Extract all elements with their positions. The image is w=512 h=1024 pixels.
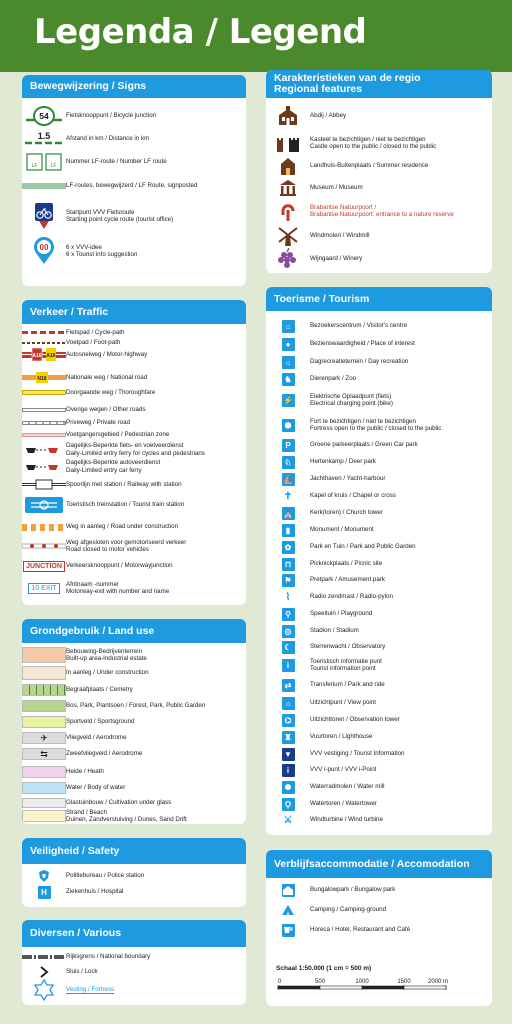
legend-row — [22, 179, 246, 193]
legend-row — [22, 237, 246, 265]
svg-text:N16: N16 — [37, 376, 47, 382]
legend-label: VVV vestiging / Tourist Information — [310, 750, 405, 758]
info-icon: i — [282, 659, 295, 672]
legend-label: Bos, Park, Plantsoen / Forest, Park, Public Garden — [66, 702, 206, 710]
land-use-swatch: ⇆ — [22, 748, 66, 760]
legend-row — [266, 471, 492, 487]
legend-row — [266, 539, 492, 555]
legend-row — [266, 354, 492, 370]
legend-row — [22, 105, 246, 127]
legend-row — [266, 808, 492, 832]
svg-text:LF: LF — [31, 163, 38, 169]
land-use-swatch — [22, 666, 66, 680]
legend-label: Glastuinbouw / Cultivation under glass — [66, 799, 172, 807]
observatory-icon: ☾ — [282, 641, 295, 654]
hospital-icon: H — [38, 886, 51, 899]
legend-row — [22, 129, 246, 149]
legend-label: Doorgaande weg / Thoroughfare — [66, 388, 156, 396]
nature-gateway-icon — [280, 201, 296, 221]
panel-title: Toerisme / Tourism — [266, 287, 492, 311]
page-title: Legenda / Legend — [34, 12, 367, 52]
picnic-icon: ⊓ — [282, 558, 295, 571]
legend-row — [266, 922, 492, 938]
legend-label: Sluis / Lock — [66, 967, 98, 975]
legend-row — [22, 347, 246, 362]
svg-text:A16: A16 — [46, 353, 56, 359]
svg-text:LF: LF — [50, 163, 57, 169]
deer-icon: ♘ — [282, 456, 295, 469]
legend-label: Nationale weg / National road — [66, 373, 148, 381]
monument-icon: ▮ — [282, 524, 295, 537]
legend-row — [22, 478, 246, 491]
legend-row — [22, 536, 246, 556]
legend-label: Park en Tuin / Park and Public Garden — [310, 543, 416, 551]
legend-row — [22, 950, 246, 963]
panel-tourism — [266, 287, 492, 835]
legend-row — [266, 454, 492, 470]
badge: 1.5 — [37, 131, 51, 141]
panel-title: Diversen / Various — [22, 920, 246, 947]
parking-icon: P — [282, 439, 295, 452]
legend-label: Watertoren / Watertower — [310, 800, 377, 808]
legend-row — [22, 665, 246, 681]
legend-row — [22, 797, 246, 809]
legend-row — [266, 132, 492, 154]
fortress-icon — [33, 979, 55, 1001]
railway-icon — [22, 478, 66, 491]
legend-row — [266, 522, 492, 538]
legend-label: Waterradmolen / Water mill — [310, 783, 385, 791]
park-icon: ✿ — [282, 541, 295, 554]
legend-row — [266, 199, 492, 223]
legend-label: In aanleg / Under construction — [66, 669, 149, 677]
legend-label: Politiebureau / Police station — [66, 872, 145, 880]
legend-row — [266, 556, 492, 572]
legend-label: Windturbine / Wind turbine — [310, 816, 383, 824]
scale-label: Schaal 1:50.000 (1 cm = 500 m) — [276, 965, 372, 972]
legend-label: Strand / Beach Duinen, Zandverstuiving / Dunes, Sand Drift — [66, 808, 187, 823]
legend-label: Overige wegen / Other roads — [66, 405, 146, 413]
lf-route-line — [22, 183, 66, 189]
land-use-swatch — [22, 684, 66, 696]
legend-row — [266, 729, 492, 745]
legend-label: Heide / Heath — [66, 768, 104, 776]
legend-label: Verkeersknooppunt / Motorwayjunction — [66, 562, 173, 570]
legend-row — [22, 441, 246, 458]
vvv-icon: ▼ — [282, 748, 295, 761]
legend-row — [22, 715, 246, 729]
legend-label: Spoorlijn met station / Railway with station — [66, 480, 182, 488]
panel-various — [22, 920, 246, 1005]
legend-label: Vuurtoren / Lighthouse — [310, 733, 373, 741]
legend-row — [266, 248, 492, 270]
legend-row — [22, 809, 246, 823]
legend-row — [266, 178, 492, 198]
legend-row — [22, 387, 246, 398]
legend-row — [266, 902, 492, 918]
panel-traffic — [22, 300, 246, 605]
vvv-ipoint-icon: i — [282, 764, 295, 777]
legend-row — [22, 869, 246, 883]
legend-label: Kasteel te bezichtigen / niet te bezichtigen Castle open to the public / closed to the public — [310, 135, 437, 150]
cross-icon: ✝ — [283, 490, 293, 502]
panel-title: Bewegwijzering / Signs — [22, 75, 246, 98]
legend-label: Vliegveld / Aerodrome — [66, 734, 127, 742]
legend-row — [22, 965, 246, 978]
legend-row — [266, 779, 492, 795]
panel-regional — [266, 70, 492, 273]
road-closed-icon — [22, 541, 66, 551]
stadium-icon: ◎ — [282, 625, 295, 638]
visitor-centre-icon: ⌂ — [282, 320, 295, 333]
scale-tick-label: 500 — [314, 979, 326, 985]
legend-row — [22, 417, 246, 428]
legend-label: Windmolen / Windmill — [310, 232, 370, 240]
zoo-icon: ♞ — [282, 373, 295, 386]
legend-label: Stadion / Stadium — [310, 627, 359, 635]
legend-row — [22, 328, 246, 337]
legend-label: Toeristisch treinstation / Tourist train station — [66, 501, 185, 509]
distance-icon — [25, 130, 63, 148]
police-icon — [38, 870, 51, 883]
wind-turbine-icon: ⚔ — [283, 814, 293, 826]
legend-row — [266, 606, 492, 622]
legend-label: Fietsknooppunt / Bicycle junction — [66, 112, 157, 120]
legend-label: Dagelijks-Beperkte autoveerdienst Daily-Limited entry car ferry — [66, 459, 161, 474]
legend-label: Startpunt VVV Fietsroute Starting point cycle route (tourist office) — [66, 208, 174, 223]
panel-title: Veiligheid / Safety — [22, 838, 246, 864]
legend-label: Fort te bezichtigen / niet te bezichtigen Fortress open to the public / closed to the public — [310, 417, 442, 432]
land-use-swatch — [22, 782, 66, 794]
castle-icon — [276, 134, 300, 152]
land-use-swatch — [22, 700, 66, 712]
legend-row — [22, 979, 246, 1001]
land-use-swatch — [22, 810, 66, 822]
legend-label: Voetpad / Foot-path — [66, 338, 121, 346]
legend-row — [22, 646, 246, 664]
legend-label: Weg afgesloten voor gemotoriseerd verkeer Road closed to motor vehicles — [66, 538, 187, 553]
private-road-line — [22, 421, 66, 425]
legend-label: Horeca / Hotel, Restaurant and Café — [310, 926, 411, 934]
watertower-icon: Ϙ — [282, 798, 295, 811]
legend-label: Sterrenwacht / Observatory — [310, 643, 386, 651]
legend-row — [266, 437, 492, 453]
legend-label: Fietspad / Cycle-path — [66, 328, 125, 336]
scale-bar — [276, 974, 456, 994]
park-ride-icon: ⇄ — [282, 679, 295, 692]
svg-text:A16: A16 — [32, 353, 42, 359]
land-use-swatch — [22, 716, 66, 728]
legend-label: Museum / Museum — [310, 184, 363, 192]
legend-row — [22, 765, 246, 779]
bicycle-start-icon — [34, 202, 54, 230]
legend-row — [22, 338, 246, 347]
fortress-icon: ⬢ — [282, 419, 295, 432]
vvv-idea-icon — [33, 237, 55, 265]
legend-row — [266, 677, 492, 693]
bungalow-icon — [282, 884, 295, 897]
legend-row — [22, 153, 246, 171]
lock-icon — [38, 966, 50, 978]
tourist-train-icon — [25, 497, 63, 513]
summer-residence-icon — [280, 157, 296, 175]
church-icon: ⛪ — [283, 508, 293, 518]
legend-row — [266, 695, 492, 711]
abbey-icon — [277, 106, 299, 126]
legend-label: Ziekenhuis / Hospital — [66, 888, 124, 896]
legend-label: Zweefvliegveld / Aerodrome — [66, 750, 143, 758]
legend-label: Voetgangersgebied / Pedestrian zone — [66, 430, 170, 438]
lf-route-icon — [25, 153, 63, 171]
legend-row — [266, 762, 492, 778]
windmill-icon — [277, 226, 299, 246]
legend-row — [266, 415, 492, 435]
panel-title: Verblijfsaccommodatie / Accomodation — [266, 850, 492, 878]
exit-badge: 10 EXIT — [28, 583, 59, 594]
panel-safety — [22, 838, 246, 907]
legend-label: Toeristisch informatie punt Tourist information point — [310, 657, 382, 672]
legend-label: Hertenkamp / Deer park — [310, 458, 377, 466]
foot-path-line — [22, 342, 66, 344]
panel-title: Grondgebruik / Land use — [22, 619, 246, 643]
legend-label: Vesting / Fortress — [66, 985, 115, 993]
national-boundary-line — [22, 955, 66, 959]
legend-label: Bezoekerscentrum / Visitor's centre — [310, 322, 408, 330]
legend-label: Uitzichttoren / Observation tower — [310, 716, 400, 724]
yacht-icon: ⛵ — [283, 474, 293, 484]
scale-tick-label: 0 — [278, 979, 282, 985]
land-use-swatch — [22, 798, 66, 808]
legend-row — [22, 520, 246, 534]
amusement-icon: ⚑ — [282, 574, 295, 587]
legend-row — [266, 156, 492, 176]
car-ferry-icon — [22, 461, 66, 473]
grapes-icon — [278, 248, 298, 270]
panel-accommodation — [266, 850, 492, 1006]
legend-row — [266, 882, 492, 898]
legend-label: Bebouwing-Bedrijventerrein Built-up area-Industrial estate — [66, 647, 147, 662]
badge: 54 — [39, 111, 49, 121]
legend-row — [266, 488, 492, 504]
legend-label: Groene parkeerplaats / Green Car park — [310, 441, 418, 449]
legend-row — [22, 559, 246, 573]
badge: 00 — [39, 243, 49, 252]
land-use-swatch — [22, 647, 66, 663]
legend-row — [266, 746, 492, 762]
header — [0, 0, 512, 72]
legend-label: VVV i-punt / VVV i-Point — [310, 766, 377, 774]
coffee-cup-icon — [282, 924, 295, 937]
legend-label: Afritnaam -nummer Motorway-exit with number and name — [66, 580, 170, 595]
legend-row — [22, 683, 246, 697]
land-use-swatch — [22, 766, 66, 778]
legend-label: Elektrische Oplaadpunt (fiets) Electrical charging point (bike) — [310, 392, 393, 407]
museum-icon — [279, 180, 297, 196]
legend-row — [22, 496, 246, 514]
legend-label: Wijngaard / Winery — [310, 255, 363, 263]
legend-label: Dagelijks-Beperkte fiets- en voetveerdienst Daily-Limited entry ferry for cycles and pedestrians — [66, 442, 205, 457]
legend-label: Afstand in km / Distance in km — [66, 135, 150, 143]
legend-row — [266, 623, 492, 639]
place-of-interest-icon: ● — [282, 338, 295, 351]
legend-label: Nummer LF-route / Number LF route — [66, 158, 167, 166]
legend-label: Sportveld / Sportsground — [66, 718, 135, 726]
legend-label: Kerk(toren) / Church tower — [310, 509, 383, 517]
legend-label: Autosnelweg / Motor-highway — [66, 350, 148, 358]
legend-row — [22, 781, 246, 795]
legend-row — [266, 505, 492, 521]
legend-row — [22, 202, 246, 230]
legend-row — [266, 639, 492, 655]
legend-label: Dagrecreatieterrein / Day recreation — [310, 358, 409, 366]
legend-label: Picknickplaats / Picnic site — [310, 560, 383, 568]
legend-row — [266, 388, 492, 412]
legend-row — [266, 712, 492, 728]
cycle-ferry-icon — [22, 444, 66, 456]
legend-label: Pretpark / Amusement park — [310, 576, 385, 584]
radio-pylon-icon: ⌇ — [285, 591, 291, 603]
legend-label: Dierenpark / Zoo — [310, 375, 357, 383]
playground-icon: ⚲ — [282, 608, 295, 621]
scale-tick-label: 1000 — [355, 979, 369, 985]
legend-row — [22, 885, 246, 899]
thoroughfare-line — [22, 390, 66, 395]
legend-label: Radio zendmast / Radio-pylon — [310, 593, 393, 601]
legend-row — [22, 731, 246, 745]
legend-label: Abdij / Abbey — [310, 112, 347, 120]
bicycle-junction-icon — [26, 105, 62, 127]
legend-label: Begraafplaats / Cemetry — [66, 686, 133, 694]
junction-badge: JUNCTION — [23, 561, 65, 572]
cycle-path-line — [22, 331, 66, 334]
motor-highway-icon — [22, 347, 66, 362]
legend-label: Uitzichtpunt / View point — [310, 699, 376, 707]
legend-row — [266, 225, 492, 247]
pedestrian-zone-line — [22, 433, 66, 437]
legend-row — [22, 458, 246, 475]
legend-row — [22, 578, 246, 598]
legend-label: Jachthaven / Yacht-harbour — [310, 475, 386, 483]
legend-row — [22, 699, 246, 713]
legend-label: Camping / Camping-ground — [310, 906, 387, 914]
legend-label: Speeltuin / Playground — [310, 610, 373, 618]
panel-title: Verkeer / Traffic — [22, 300, 246, 324]
legend-label: Transferium / Park and ride — [310, 681, 385, 689]
legend-label: Brabantse Natuurpoort / Brabantse Natuurpoort: entrance to a nature reserve — [310, 203, 454, 218]
legend-label: LF-routes, bewegwijzerd / LF Route, signposted — [66, 182, 198, 190]
legend-row — [266, 102, 492, 130]
legend-row — [266, 371, 492, 387]
legend-row — [22, 429, 246, 440]
legend-row — [22, 747, 246, 761]
legend-label: 6 x VVV-idee 6 x Tourist info suggestion — [66, 243, 138, 258]
legend-label: Priveweg / Private road — [66, 418, 130, 426]
water-mill-icon: ✺ — [282, 781, 295, 794]
panel-landuse — [22, 619, 246, 824]
road-construction-line — [22, 524, 66, 531]
other-roads-line — [22, 408, 66, 412]
legend-row — [266, 572, 492, 588]
panel-signs — [22, 75, 246, 286]
scale-tick-label: 1500 — [397, 979, 411, 985]
observation-tower-icon: ⌬ — [282, 714, 295, 727]
legend-label: Bungalowpark / Bungalow park — [310, 886, 396, 894]
lighthouse-icon: ♜ — [282, 731, 295, 744]
day-recreation-icon: ☼ — [282, 356, 295, 369]
charging-point-icon: ⚡ — [283, 395, 293, 405]
national-road-icon — [22, 371, 66, 384]
legend-row — [266, 589, 492, 605]
legend-label: Monument / Monument — [310, 526, 374, 534]
legend-label: Bezienswaardigheid / Place of interest — [310, 340, 415, 348]
legend-label: Rijksgrens / National boundary — [66, 952, 151, 960]
viewpoint-icon: ☼ — [282, 697, 295, 710]
legend-label: Water / Body of water — [66, 784, 126, 792]
legend-row — [266, 336, 492, 352]
legend-label: Weg in aanleg / Road under construction — [66, 523, 179, 531]
legend-row — [22, 371, 246, 384]
land-use-swatch: ✈ — [22, 732, 66, 744]
legend-row — [266, 318, 492, 334]
legend-label: Kapel of kruis / Chapel or cross — [310, 492, 396, 500]
legend-row — [22, 404, 246, 415]
panel-title: Karakteristieken van de regio Regional features — [266, 70, 492, 98]
camping-icon — [282, 905, 294, 915]
legend-row — [266, 655, 492, 675]
legend-label: Landhuis-Buitenplaats / Summer residence — [310, 162, 429, 170]
scale-tick-label: 2000 m — [427, 979, 449, 985]
